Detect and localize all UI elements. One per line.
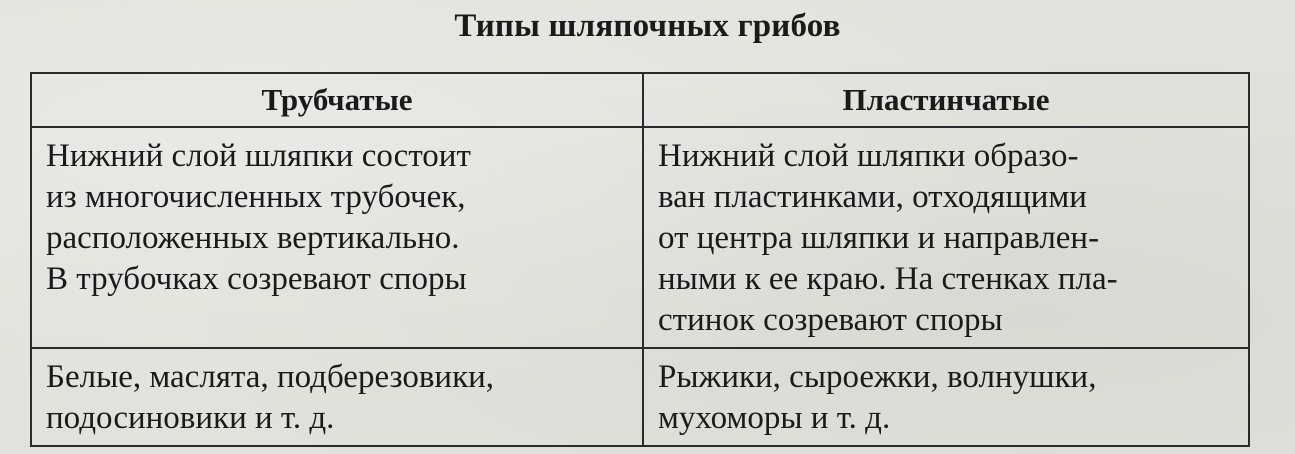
table-row-description — [31, 127, 1249, 348]
mushroom-types-table — [30, 72, 1250, 447]
header-lamellar: Пластинчатые — [643, 73, 1249, 127]
text-line: от центра шляпки и направлен- — [658, 220, 1100, 256]
text-line: из многочисленных трубочек, — [46, 179, 466, 215]
text-line: ван пластинками, отходящими — [658, 179, 1087, 215]
text-line: стинок созревают споры — [658, 302, 1003, 338]
text-line: мухоморы и т. д. — [658, 400, 891, 436]
header-tubular: Трубчатые — [31, 73, 643, 127]
cell-lamellar-examples — [643, 348, 1249, 446]
cell-tubular-examples — [31, 348, 643, 446]
text-line: Рыжики, сыроежки, волнушки, — [658, 359, 1097, 395]
table-header-row — [31, 73, 1249, 127]
table-title: Типы шляпочных грибов — [454, 8, 841, 44]
text-line: Нижний слой шляпки состоит — [46, 138, 471, 174]
text-line: Нижний слой шляпки образо- — [658, 138, 1079, 174]
text-line: подосиновики и т. д. — [46, 400, 335, 436]
cell-lamellar-description — [643, 127, 1249, 348]
text-line: ными к ее краю. На стенках пла- — [658, 261, 1118, 297]
table-row-examples — [31, 348, 1249, 446]
text-line: В трубочках созревают споры — [46, 261, 467, 297]
text-line: расположенных вертикально. — [46, 220, 460, 256]
text-line: Белые, маслята, подберезовики, — [46, 359, 495, 395]
cell-tubular-description — [31, 127, 643, 348]
